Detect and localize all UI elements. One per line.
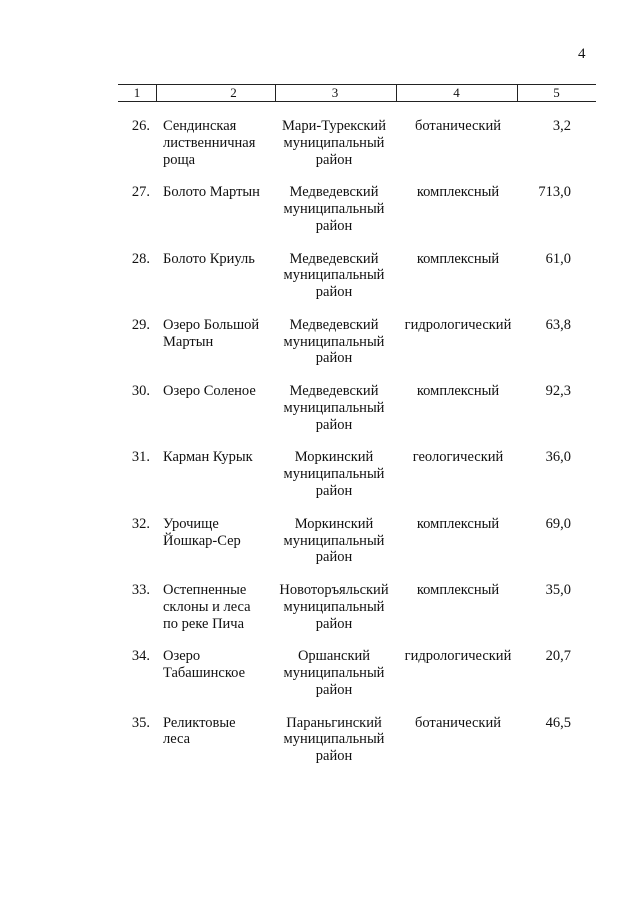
profile: ботанический: [415, 118, 501, 134]
site-name: Болото Мартын: [163, 184, 260, 201]
header-col-1: 1: [133, 85, 141, 100]
page-number: 4: [578, 46, 586, 62]
table-row: [0, 648, 639, 714]
table-row: [0, 251, 639, 317]
row-number: 34.: [131, 648, 150, 665]
row-number: 27.: [131, 184, 150, 201]
profile: комплексный: [416, 250, 500, 267]
site-name: Озеро Большой Мартын: [163, 316, 260, 350]
site-name: Озеро Соленое: [163, 383, 256, 400]
site-name: Урочище Йошкар-Сер: [163, 515, 241, 549]
header-col-2: 2: [230, 85, 237, 100]
district: Медведевский муниципальный район: [283, 316, 385, 367]
area-value: 36,0: [545, 449, 571, 466]
table-row: [0, 383, 639, 449]
row-number: 29.: [131, 316, 150, 333]
district: Мари-Турекский муниципальный район: [282, 118, 386, 168]
table-row: [0, 184, 639, 250]
district: Новоторъяльский муниципальный район: [279, 582, 389, 632]
profile: комплексный: [416, 515, 500, 532]
area-value: 92,3: [545, 383, 571, 400]
profile: геологический: [412, 449, 504, 466]
area-value: 20,7: [545, 648, 571, 665]
table-row: [0, 317, 639, 383]
table-row: [0, 516, 639, 582]
site-name: Сендинская лиственничная роща: [163, 118, 256, 168]
profile: комплексный: [416, 184, 500, 201]
district: Медведевский муниципальный район: [283, 184, 385, 234]
row-number: 35.: [131, 714, 150, 731]
area-value: 63,8: [545, 316, 571, 333]
row-number: 31.: [131, 449, 150, 466]
area-value: 713,0: [538, 184, 571, 201]
row-number: 33.: [131, 582, 150, 599]
site-name: Карман Курык: [163, 449, 253, 466]
area-value: 61,0: [545, 250, 571, 267]
site-name: Болото Криуль: [163, 250, 255, 267]
table-body: [0, 118, 639, 781]
table-header: [118, 84, 596, 102]
profile: комплексный: [416, 383, 500, 400]
site-name: Озеро Табашинское: [163, 648, 246, 682]
header-col-3: 3: [331, 85, 339, 100]
row-number: 32.: [131, 515, 150, 532]
header-col-5: 5: [553, 85, 560, 100]
row-number: 26.: [131, 118, 150, 134]
area-value: 3,2: [552, 118, 571, 134]
area-value: 46,5: [545, 714, 571, 731]
table-row: [0, 118, 639, 184]
district: Оршанский муниципальный район: [283, 648, 385, 698]
area-value: 35,0: [545, 582, 571, 599]
table-row: [0, 715, 639, 781]
district: Параньгинский муниципальный район: [283, 714, 385, 765]
site-name: Остепненные склоны и леса по реке Пича: [163, 582, 251, 632]
profile: комплексный: [416, 582, 500, 599]
table-row: [0, 582, 639, 648]
profile: ботанический: [415, 714, 501, 731]
area-value: 69,0: [545, 515, 571, 532]
table-row: [0, 449, 639, 515]
profile: гидрологический: [404, 648, 512, 665]
district: Медведевский муниципальный район: [283, 250, 385, 301]
district: Моркинский муниципальный район: [283, 449, 385, 500]
district: Медведевский муниципальный район: [283, 383, 385, 433]
row-number: 30.: [131, 383, 150, 400]
district: Моркинский муниципальный район: [283, 515, 385, 566]
profile: гидрологический: [404, 316, 512, 333]
site-name: Реликтовые леса: [163, 714, 236, 748]
header-col-4: 4: [453, 85, 460, 100]
row-number: 28.: [131, 250, 150, 267]
